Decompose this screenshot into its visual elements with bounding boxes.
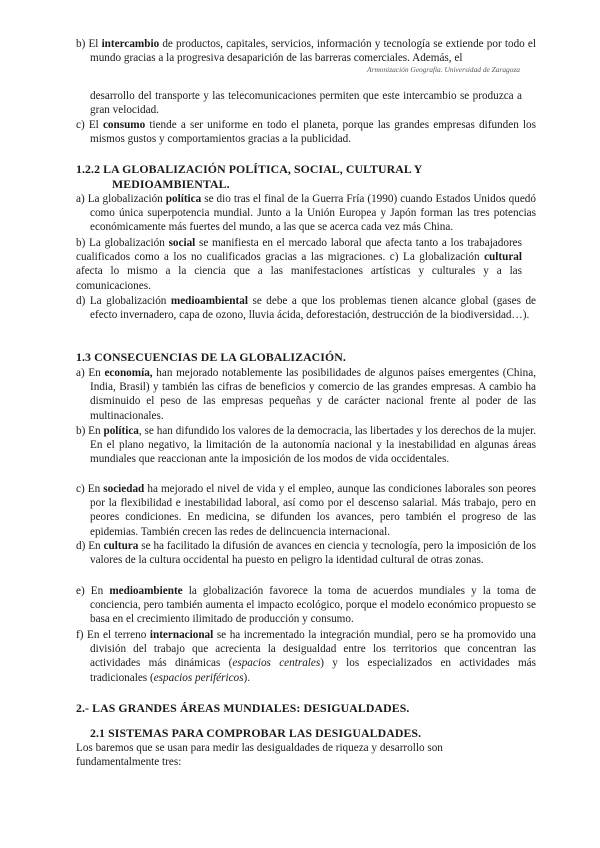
intro-item-c: c) El consumo tiende a ser uniforme en todo el planeta, porque las grandes empresas difunden los mismos gustos y comportamientos gracias a la publicidad. [76, 119, 536, 146]
heading-1-2-2-line1: 1.2.2 LA GLOBALIZACIÓN POLÍTICA, SOCIAL, CULTURAL Y [76, 162, 423, 176]
globalization-social-cultural: b) La globalización social se manifiesta en el mercado laboral que afecta tanto a los trabajadores cualificados como a los no cualificados gracias a las migraciones. c) La globalización cultural afecta lo mismo a la ciencia que a las manifestaciones artísticas y culturales y a las comunicaciones. [76, 237, 522, 292]
globalization-environmental: d) La globalización medioambiental se debe a que los problemas tienen alcance global (gases de efecto invernadero, capa de ozono, lluvia ácida, deforestación, destrucción de la biodiversidad…). [76, 295, 537, 322]
heading-2-1: 2.1 SISTEMAS PARA COMPROBAR LAS DESIGUALDADES. [90, 726, 422, 740]
consequence-economy: a) En economía, han mejorado notablemente las posibilidades de algunos países emergentes (China, India, Brasil) y también las cifras de beneficios y comercio de las grandes empresas. A cambio ha disminuido el peso de las empresas pequeñas y de carácter nacional frente al poder de las multinacionales. [76, 367, 536, 422]
intro-item-b-continuation: desarrollo del transporte y las telecomunicaciones permiten que este intercambio se produzca a gran velocidad. [90, 90, 522, 117]
consequence-culture: d) En cultura se ha facilitado la difusión de avances en ciencia y tecnología, pero la imposición de los valores de la cultura occidental ha puesto en peligro la identidad cultural de otras zonas. [76, 540, 537, 567]
intro-item-b: b) El intercambio de productos, capitales, servicios, información y tecnología se extiende por todo el mundo gracias a la progresiva desaparición de las barreras comerciales. Además, el [76, 38, 536, 65]
consequence-environment: e) En medioambiente la globalización favorece la toma de acuerdos mundiales y la toma de conciencia, pero también aumenta el impacto ecológico, porque el modelo económico propuesto se basa en el crecimiento ilimitado de producción y consumo. [76, 585, 536, 626]
heading-1-3: 1.3 CONSECUENCIAS DE LA GLOBALIZACIÓN. [76, 350, 346, 364]
running-header: Armonización Geografía. Universidad de Zaragoza [367, 65, 520, 74]
section-2-1-text: Los baremos que se usan para medir las desigualdades de riqueza y desarrollo son fundamentalmente tres: [76, 742, 443, 769]
heading-1-2-2-line2: MEDIOAMBIENTAL. [112, 177, 230, 191]
globalization-political: a) La globalización política se dio tras el final de la Guerra Fría (1990) cuando Estados Unidos quedó como única superpotencia mundial. Junto a la Unión Europea y Japón forman las tres potencias económicamente más fuertes del mundo, a las que se acerca cada vez más China. [76, 193, 536, 234]
heading-2: 2.- LAS GRANDES ÁREAS MUNDIALES: DESIGUALDADES. [76, 701, 410, 715]
consequence-society: c) En sociedad ha mejorado el nivel de vida y el empleo, aunque las condiciones laborales son peores por la flexibilidad e inestabilidad laboral, así como por el descenso salarial. Más trabajo, pero en peores condiciones. En medicina, se difunden los avances, pero también el progreso de las epidemias. También crecen las redes de delincuencia internacional. [76, 483, 536, 538]
consequence-international: f) En el terreno internacional se ha incrementado la integración mundial, pero se ha promovido una división del trabajo que acrecienta la desigualdad entre los territorios que concentran las actividades más dinámicas (espacios centrales) y los especializados en actividades más tradicionales (espacios periféricos). [76, 629, 536, 684]
consequence-politics: b) En política, se han difundido los valores de la democracia, las libertades y los derechos de la mujer. En el plano negativo, la limitación de la autonomía nacional y la inestabilidad en algunas áreas mundiales que reaccionan ante la imposición de los modos de vida occidentales. [76, 425, 536, 466]
